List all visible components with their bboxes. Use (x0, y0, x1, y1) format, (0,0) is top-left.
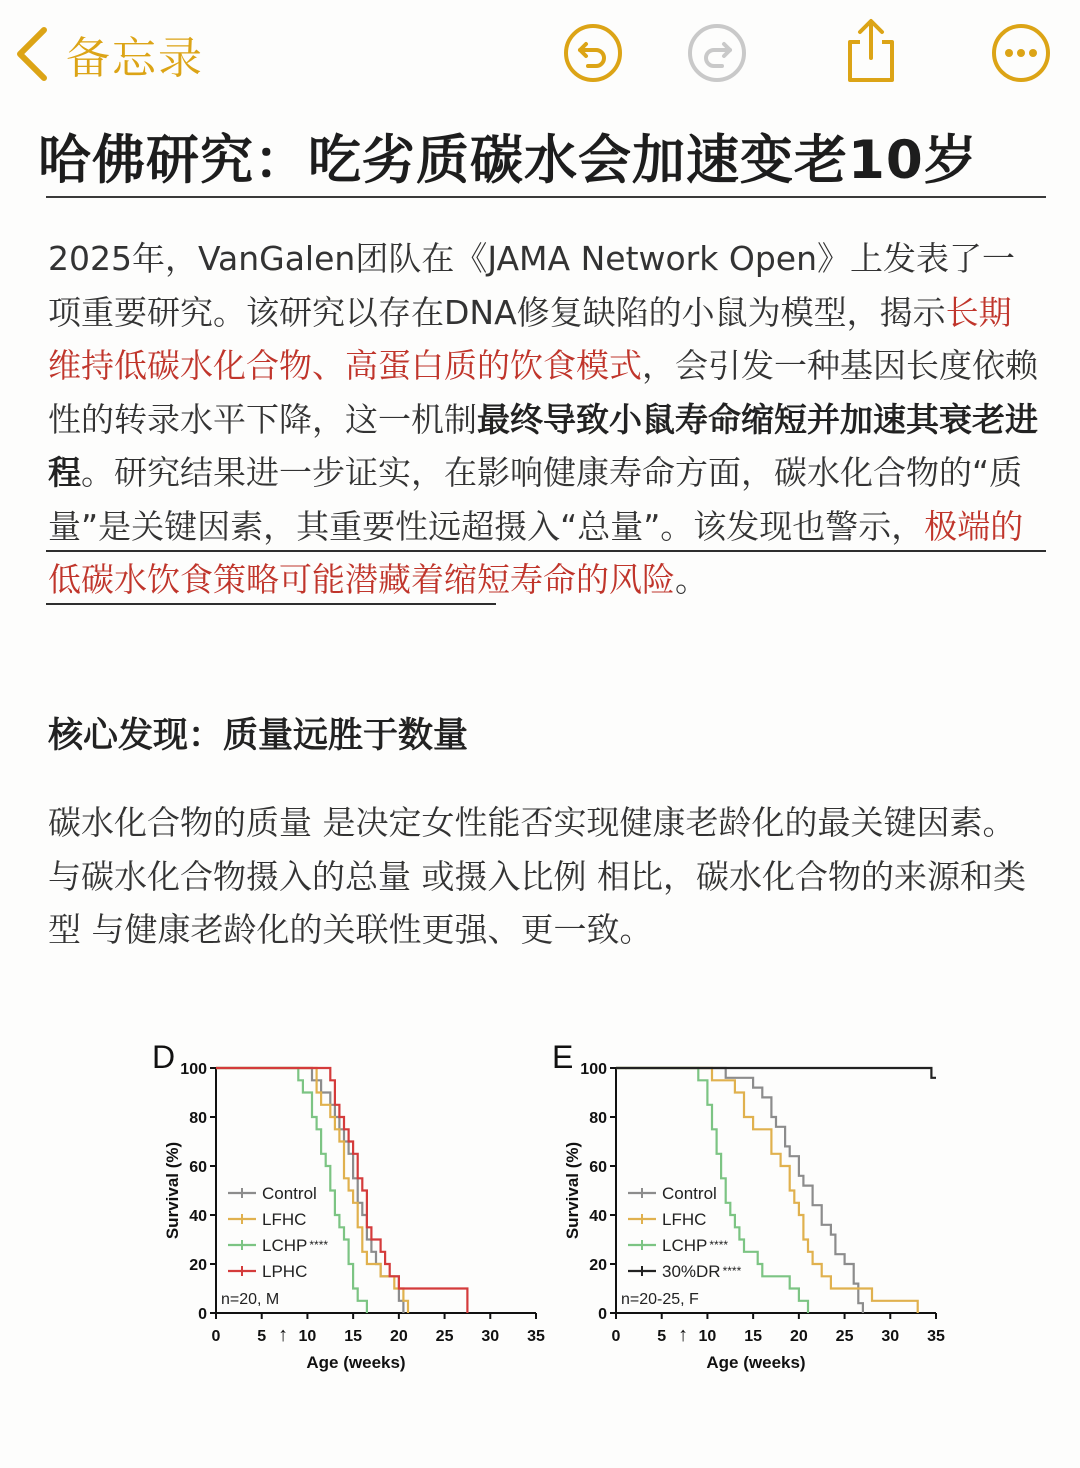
x-axis-label: Age (weeks) (306, 1353, 406, 1372)
more-button[interactable] (990, 22, 1052, 84)
share-button[interactable] (840, 16, 902, 78)
redo-icon (686, 22, 748, 84)
y-tick-label: 60 (189, 1159, 207, 1176)
survival-chart-d (148, 1030, 548, 1375)
back-label: 备忘录 (66, 33, 204, 84)
redo-button[interactable] (686, 22, 748, 84)
x-tick-label: 15 (744, 1328, 763, 1345)
more-icon (990, 22, 1052, 84)
share-icon (840, 16, 902, 86)
survival-chart-e (548, 1030, 948, 1375)
arrow-marker: ↑ (678, 1324, 689, 1346)
intro-text-1: 2025年，VanGalen团队在《JAMA Network Open》上发表了一项重要研究。该研究以存在DNA修复缺陷的小鼠为模型，揭示 (48, 239, 1015, 332)
legend-label: 30%DR **** (662, 1262, 742, 1281)
arrow-marker: ↑ (278, 1324, 289, 1346)
legend-label: LPHC (262, 1262, 308, 1281)
undo-icon (562, 22, 624, 84)
x-tick-label: 5 (657, 1328, 667, 1345)
x-tick-label: 35 (927, 1328, 945, 1345)
highlight-diet-pattern: 长期维持低碳水化合物、高蛋白质的饮食模式 (48, 292, 1012, 385)
y-tick-label: 0 (198, 1306, 207, 1323)
legend-label: LFHC (262, 1210, 307, 1229)
legend-label: LCHP **** (662, 1236, 729, 1255)
title-divider (46, 196, 1046, 198)
panel-letter: D (152, 1039, 176, 1075)
y-tick-label: 60 (589, 1159, 607, 1176)
x-tick-label: 25 (835, 1328, 854, 1345)
intro-text-2: ，会引发一种基因长度依赖性的转录水平下降，这一机制 (48, 346, 1038, 439)
legend-significance: **** (709, 1238, 729, 1252)
x-tick-label: 35 (527, 1328, 545, 1345)
legend-label: Control (262, 1184, 317, 1203)
x-tick-label: 10 (698, 1328, 717, 1345)
back-button[interactable] (12, 22, 204, 86)
y-tick-label: 80 (189, 1110, 207, 1127)
legend-significance: **** (309, 1238, 329, 1252)
series-line-lphc (216, 1068, 467, 1313)
y-tick-label: 80 (589, 1110, 607, 1127)
legend-label: LFHC (662, 1210, 707, 1229)
y-tick-label: 40 (189, 1208, 207, 1225)
navigation-bar (0, 0, 1080, 110)
section-heading: 核心发现：质量远胜于数量 (48, 716, 469, 756)
undo-button[interactable] (562, 22, 624, 84)
y-tick-label: 20 (189, 1257, 207, 1274)
highlight-low-carb-risk: 极端的低碳水饮食策略可能潜藏着缩短寿命的风险 (48, 506, 1024, 599)
panel-letter: E (552, 1039, 574, 1075)
y-tick-label: 100 (180, 1061, 207, 1078)
note-title: 哈佛研究：吃劣质碳水会加速变老10岁 (38, 130, 978, 191)
x-tick-label: 20 (389, 1328, 408, 1345)
x-tick-label: 30 (481, 1328, 500, 1345)
x-tick-label: 0 (611, 1328, 621, 1345)
legend-significance: **** (722, 1264, 742, 1278)
legend-label: Control (662, 1184, 717, 1203)
x-tick-label: 20 (789, 1328, 808, 1345)
y-tick-label: 20 (589, 1257, 607, 1274)
underline-rule (46, 550, 1046, 552)
y-axis-label: Survival (%) (163, 1141, 182, 1240)
x-tick-label: 0 (211, 1328, 221, 1345)
sample-note: n=20, M (221, 1291, 280, 1308)
underline-rule-short (46, 603, 496, 605)
x-tick-label: 5 (257, 1328, 267, 1345)
bold-lifespan-shortened: 最终导致小鼠寿命缩短并加速其衰老进程 (48, 399, 1038, 492)
y-tick-label: 100 (580, 1061, 607, 1078)
x-tick-label: 30 (881, 1328, 900, 1345)
legend-label: LCHP **** (262, 1236, 329, 1255)
findings-paragraph: 碳水化合物的质量 是决定女性能否实现健康老龄化的最关键因素。与碳水化合物摄入的总量 或摄入比例 相比，碳水化合物的来源和类型 与健康老龄化的关联性更强、更一致。 (48, 803, 1026, 949)
x-tick-label: 15 (344, 1328, 363, 1345)
x-axis-label: Age (weeks) (706, 1353, 806, 1372)
y-axis-label: Survival (%) (563, 1141, 582, 1240)
intro-text-3: 。研究结果进一步证实，在影响健康寿命方面，碳水化合物的“质量”是关键因素，其重要性远超摄入“总量”。该发现也警示， (48, 453, 1023, 546)
x-tick-label: 10 (298, 1328, 317, 1345)
x-tick-label: 25 (435, 1328, 454, 1345)
intro-text-4: 。 (675, 560, 708, 599)
sample-note: n=20-25, F (621, 1291, 699, 1308)
chevron-left-icon (12, 24, 52, 84)
y-tick-label: 40 (589, 1208, 607, 1225)
y-tick-label: 0 (598, 1306, 607, 1323)
series-line-30dr (616, 1068, 936, 1078)
